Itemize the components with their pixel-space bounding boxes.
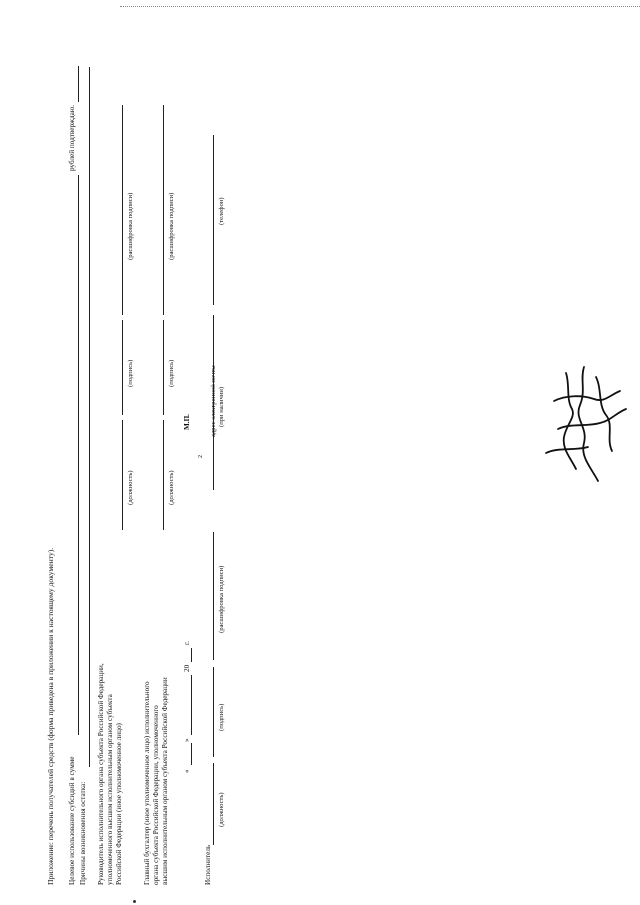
executor-caption-position: (должность) <box>218 792 225 827</box>
date-day-line <box>191 743 192 765</box>
executor-signature-line <box>213 667 214 757</box>
head-name-line <box>122 105 123 315</box>
purpose-label: Целевое использование субсидий в сумме <box>68 756 76 885</box>
date-open-quote: « <box>183 769 191 773</box>
accountant-position-line <box>163 420 164 530</box>
accountant-title-3: высшим исполнительным органом субъекта Российской Федерации <box>161 677 169 885</box>
purpose-amount-line <box>78 175 79 735</box>
head-title-1: Руководитель исполнительного органа субъекта Российской Федерации, <box>97 663 105 885</box>
page-number: 2 <box>198 455 204 458</box>
appendix-note: Приложение: перечень получателей средств (форма приведена в приложении к настоящему документу). <box>46 547 55 885</box>
date-year-prefix: 20 <box>183 664 191 672</box>
head-caption-name: (расшифровка подписи) <box>127 192 134 260</box>
stamp-placeholder: М.П. <box>183 414 191 430</box>
reasons-line <box>89 67 90 767</box>
executor-position-line <box>213 763 214 845</box>
executor-email-line-1: адрес электронной почты <box>210 365 217 437</box>
accountant-caption-position: (должность) <box>168 470 175 505</box>
accountant-caption-name: (расшифровка подписи) <box>168 192 175 260</box>
head-caption-position: (должность) <box>127 470 134 505</box>
date-close-quote: » <box>183 738 191 742</box>
purpose-suffix: рублей подтверждаю. <box>68 104 76 171</box>
executor-caption-name: (расшифровка подписи) <box>218 565 225 633</box>
accountant-title-2: органа субъекта Российской Федерации, уполномоченного <box>152 705 160 885</box>
executor-phone-line <box>213 135 214 305</box>
executor-caption-phone: (телефон) <box>218 197 225 225</box>
page-edge-line <box>120 6 640 7</box>
handwritten-signature <box>536 365 632 485</box>
date-year-suffix: г. <box>183 641 191 645</box>
accountant-title-1: Главный бухгалтер (иное уполномоченное лицо) исполнительного <box>143 681 151 885</box>
executor-email-line-2: (при наличии) <box>218 386 225 427</box>
head-position-line <box>122 420 123 530</box>
accountant-signature-line <box>163 320 164 415</box>
executor-caption-signature: (подпись) <box>218 703 225 731</box>
accountant-caption-signature: (подпись) <box>168 359 175 387</box>
date-month-line <box>191 675 192 735</box>
date-year-line <box>191 648 192 662</box>
scan-dot <box>133 900 136 903</box>
head-caption-signature: (подпись) <box>127 359 134 387</box>
head-title-2: уполномоченного высшим исполнительным органом субъекта <box>106 694 114 885</box>
executor-name-line <box>213 532 214 660</box>
executor-label: Исполнитель <box>204 844 212 885</box>
purpose-tail-line <box>78 66 79 102</box>
reasons-label: Причины возникновения остатка: <box>79 781 87 885</box>
accountant-name-line <box>163 105 164 315</box>
head-signature-line <box>122 320 123 415</box>
head-title-3: Российской Федерации (иное уполномоченное лицо) <box>115 723 123 885</box>
